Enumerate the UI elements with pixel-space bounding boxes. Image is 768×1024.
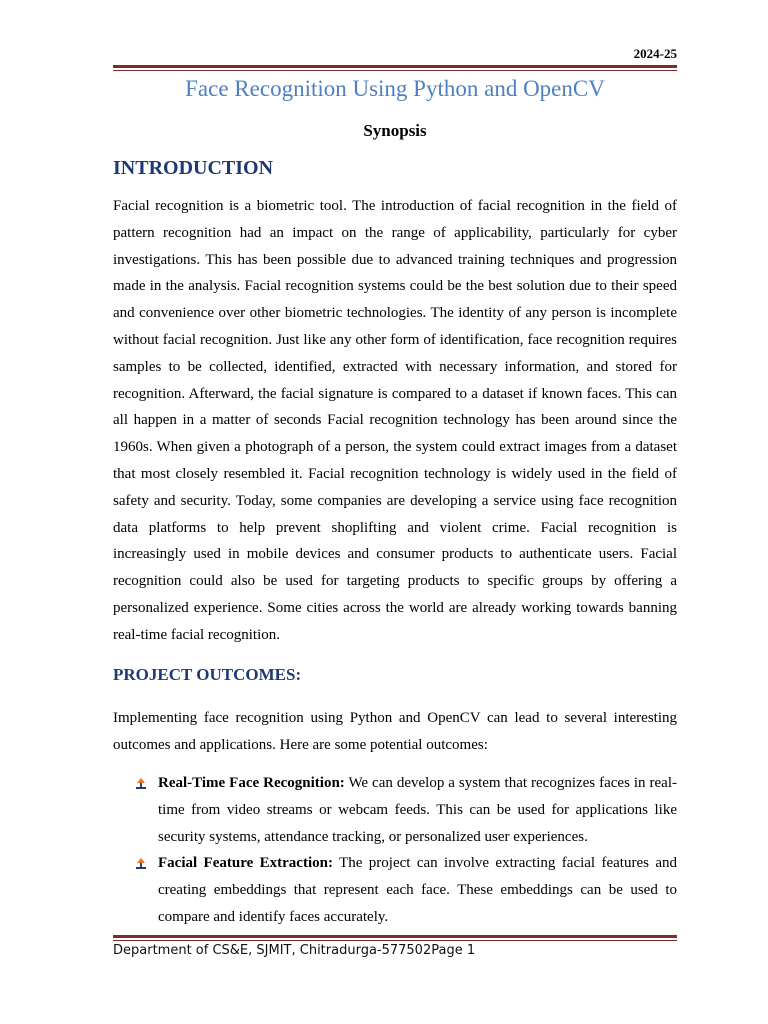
header-year: 2024-25 (633, 46, 677, 61)
list-item-text: We can develop a system that recognizes faces in real-time from video streams or webcam feeds. This can be used for applications like security systems, attendance tracking, or personalized user experiences. (158, 775, 677, 845)
outcomes-intro-paragraph: Implementing face recognition using Python and OpenCV can lead to several interesting outcomes and applications. Here are some potential outcomes: (113, 710, 677, 753)
introduction-paragraph: Facial recognition is a biometric tool. The introduction of facial recognition in the field of pattern recognition had an impact on the range of applicability, particularly for cyber investigations. This has been possible due to advanced training techniques and progression made in the analysis. Facial recognition systems could be the best solution due to their speed and convenience over other biometric technologies. The identity of any person is incomplete without facial recognition. Just like any other form of identification, face recognition requires samples to be collected, identified, extracted with necessary information, and stored for recognition. Afterward, the facial signature is compared to a dataset if known faces. This can all happen in a matter of seconds Facial recognition technology has been around since the 1960s. When given a photograph of a person, the system could extract images from a dataset that most closely resembled it. Facial recognition technology is widely used in the field of safety and security. Today, some companies are developing a service using face recognition data platforms to help prevent shoplifting and violent crime. Facial recognition is increasingly used in mobile devices and consumer products to authenticate users. Facial recognition could also be used for targeting products to specific groups by offering a personalized experience. Some cities across the world are already working towards banning real-time facial recognition. (113, 198, 677, 643)
list-item-text: The project can involve extracting facial features and creating embeddings that represent each face. These embeddings can be used to compare and identify faces accurately. (158, 855, 677, 925)
outcomes-heading: PROJECT OUTCOMES: (113, 665, 302, 684)
document-title: Face Recognition Using Python and OpenCV (185, 76, 605, 101)
page-footer: Department of CS&E, SJMIT, Chitradurga-577502Page 1 (113, 943, 476, 958)
list-item (113, 770, 677, 850)
document-page (113, 0, 677, 1024)
arrow-bullet-icon (135, 777, 147, 790)
list-item (113, 850, 677, 930)
introduction-heading: INTRODUCTION (113, 157, 274, 179)
header-rule (113, 65, 677, 71)
document-subtitle: Synopsis (363, 121, 427, 140)
list-item-title: Facial Feature Extraction: (158, 855, 333, 872)
arrow-bullet-icon (135, 857, 147, 870)
outcomes-list (113, 770, 677, 931)
list-item-title: Real-Time Face Recognition: (158, 775, 345, 791)
footer-rule (113, 935, 677, 941)
